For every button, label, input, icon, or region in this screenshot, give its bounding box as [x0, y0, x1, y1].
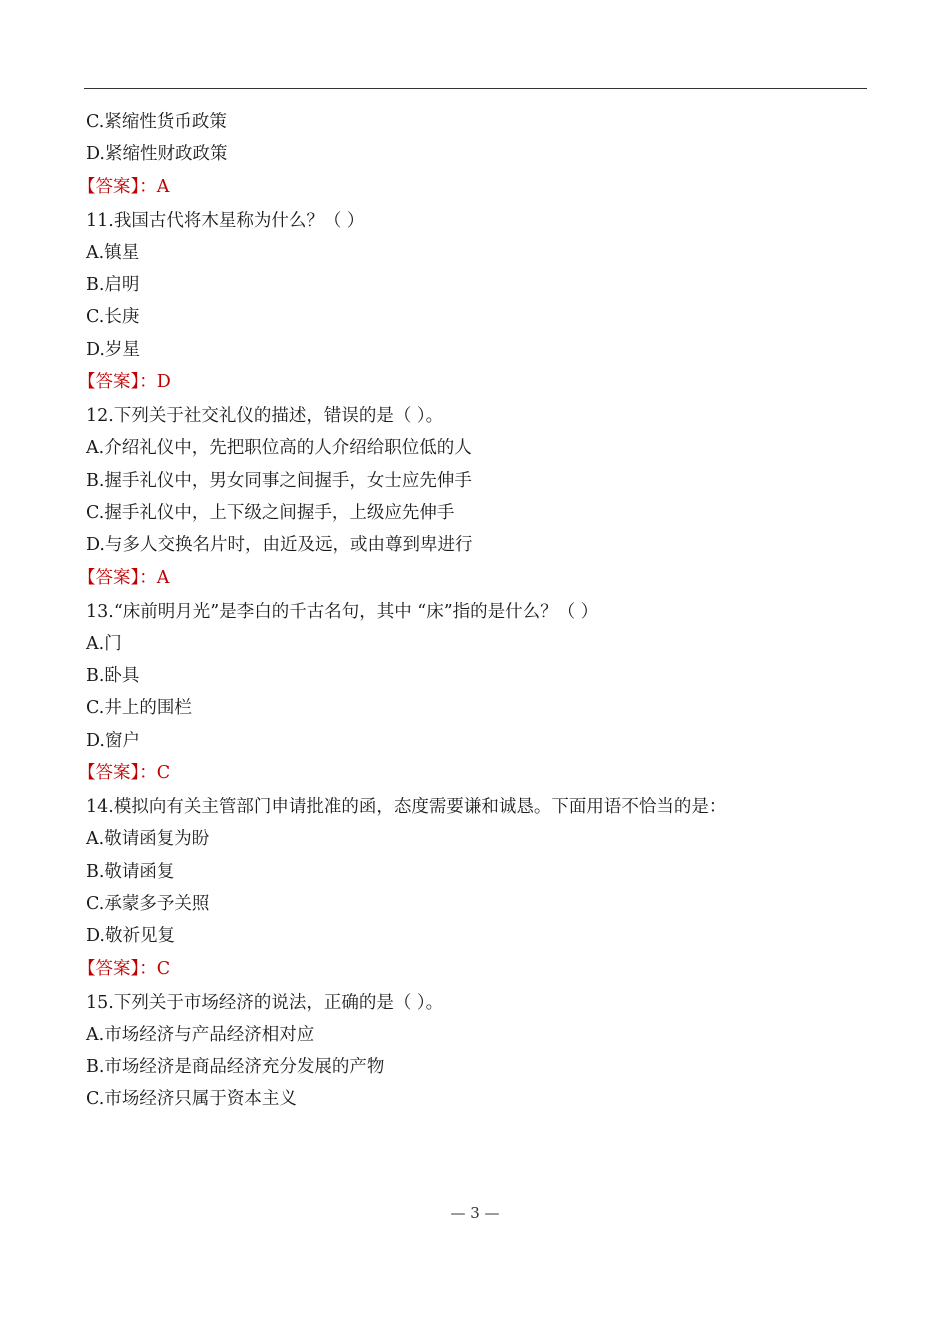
option-text: B.启明: [86, 275, 140, 296]
option-text: C.市场经济只属于资本主义: [86, 1089, 297, 1110]
option-text: D.窗户: [86, 730, 140, 751]
option-text: A.介绍礼仪中，先把职位高的人介绍给职位低的人: [86, 438, 472, 459]
option-text: C.井上的围栏: [86, 698, 192, 719]
question-text: 15.下列关于市场经济的说法，正确的是（ ）。: [86, 992, 444, 1013]
question-text: 14.模拟向有关主管部门申请批准的函，态度需要谦和诚恳。下面用语不恰当的是：: [86, 797, 727, 818]
option-text: D.敬祈见复: [86, 926, 175, 947]
option-text: A.市场经济与产品经济相对应: [86, 1024, 315, 1045]
option-text: A.门: [86, 633, 122, 654]
answer-line: 【答案】：A: [78, 176, 170, 197]
header-rule: [84, 88, 867, 89]
option-text: D.紧缩性财政政策: [86, 144, 228, 165]
option-text: B.敬请函复: [86, 861, 175, 882]
option-text: B.市场经济是商品经济充分发展的产物: [86, 1057, 385, 1078]
answer-line: 【答案】：C: [78, 958, 171, 979]
question-text: 12.下列关于社交礼仪的描述，错误的是（ ）。: [86, 406, 444, 427]
question-text: 11.我国古代将木星称为什么？（ ）: [86, 210, 365, 231]
answer-line: 【答案】：D: [78, 372, 171, 393]
option-text: D.岁星: [86, 339, 140, 360]
option-text: C.长庚: [86, 307, 140, 328]
option-text: C.握手礼仪中，上下级之间握手，上级应先伸手: [86, 502, 455, 523]
page-content: [78, 110, 866, 1120]
option-text: B.卧具: [86, 666, 140, 687]
option-text: D.与多人交换名片时，由近及远，或由尊到卑进行: [86, 535, 473, 556]
answer-line: 【答案】：A: [78, 567, 170, 588]
option-text: C.紧缩性货币政策: [86, 112, 227, 132]
answer-line: 【答案】：C: [78, 763, 171, 784]
page-number: — 3 —: [450, 1204, 500, 1222]
option-text: C.承蒙多予关照: [86, 893, 210, 914]
question-text: 13.“床前明月光”是李白的千古名句，其中 “床”指的是什么？（ ）: [86, 601, 599, 622]
option-text: B.握手礼仪中，男女同事之间握手，女士应先伸手: [86, 470, 472, 491]
option-text: A.敬请函复为盼: [86, 829, 210, 850]
option-text: A.镇星: [86, 242, 140, 263]
